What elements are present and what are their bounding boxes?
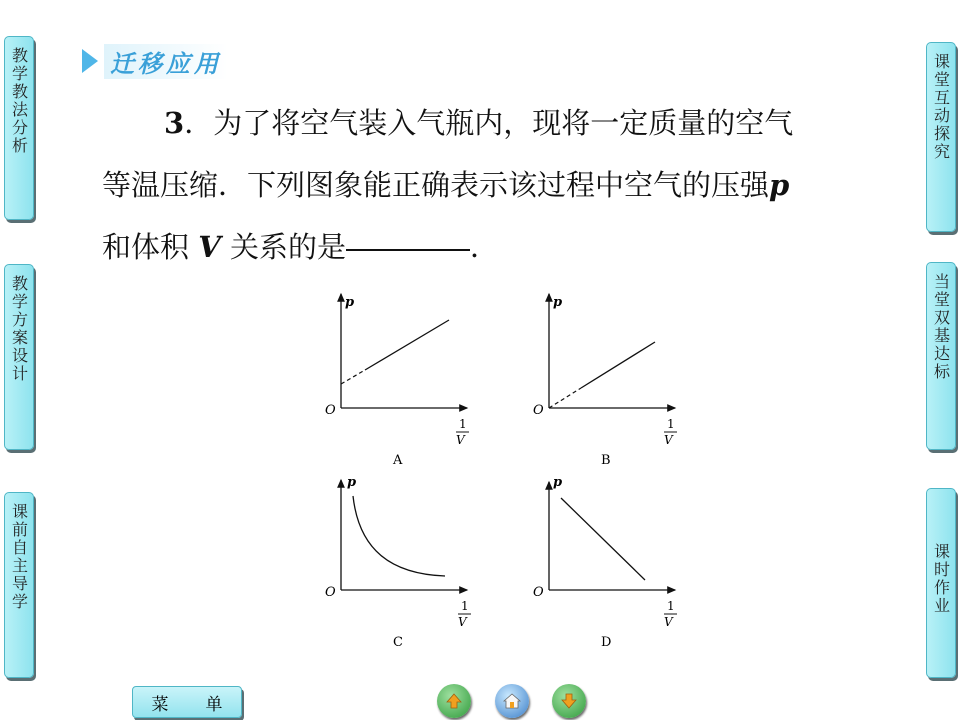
nav-tab-teaching-method-analysis[interactable]	[4, 36, 34, 220]
nav-tab-homework[interactable]	[926, 488, 956, 678]
previous-arrow-icon	[444, 691, 464, 711]
graph-b-y-label: p	[553, 295, 563, 310]
graph-b-caption: B	[601, 453, 611, 468]
menu-button[interactable]: 菜 单	[132, 686, 242, 718]
graph-d-x-den: V	[664, 615, 673, 629]
graph-c-x-den: V	[458, 615, 467, 629]
graph-b-origin: O	[533, 403, 544, 418]
question-number: 3	[164, 106, 185, 140]
section-title: 迁移应用	[104, 44, 228, 79]
graph-d-y-label: p	[553, 475, 563, 490]
nav-tab-label: 教学教法分析	[9, 47, 29, 155]
home-button[interactable]	[495, 684, 529, 718]
nav-tab-label: 当堂双基达标	[931, 273, 951, 381]
graph-b-x-num: 1	[667, 417, 675, 431]
graph-c-y-label: p	[347, 475, 357, 490]
graph-a-y-label: p	[345, 295, 355, 310]
graph-d	[533, 475, 677, 650]
graph-a-x-den: V	[456, 433, 465, 447]
graph-d-line	[561, 498, 645, 580]
graph-c	[325, 475, 471, 650]
graph-c-caption: C	[393, 635, 403, 650]
graph-a-caption: A	[393, 453, 403, 468]
graph-d-origin: O	[533, 585, 544, 600]
nav-tab-label: 课时作业	[931, 543, 951, 615]
variable-p: p	[769, 168, 790, 202]
nav-tab-teaching-plan-design[interactable]	[4, 264, 34, 450]
graph-b-x-den: V	[664, 433, 673, 447]
triangle-marker-icon	[82, 49, 98, 73]
graph-d-caption: D	[601, 635, 612, 650]
graph-b-dashed-extension	[549, 388, 581, 408]
graph-c-x-num: 1	[461, 599, 469, 613]
nav-tab-label: 课堂互动探究	[931, 53, 951, 161]
graph-c-origin: O	[325, 585, 336, 600]
next-button[interactable]	[552, 684, 586, 718]
graph-d-x-num: 1	[667, 599, 675, 613]
question-line-3: 和体积 V 关系的是 ．	[102, 230, 499, 264]
nav-tab-label: 课前自主导学	[9, 503, 29, 611]
graph-a-origin: O	[325, 403, 336, 418]
graph-a	[325, 294, 469, 468]
graph-c-curve	[353, 496, 445, 576]
nav-tab-in-class-basics[interactable]	[926, 262, 956, 450]
graph-a-dashed-extension	[341, 370, 365, 384]
nav-tab-label: 教学方案设计	[9, 275, 29, 383]
home-icon	[501, 690, 523, 712]
variable-v: V	[198, 230, 221, 264]
section-header	[82, 44, 228, 78]
question-line-2: 等温压缩．下列图象能正确表示该过程中空气的压强p	[102, 168, 790, 202]
nav-tab-classroom-interaction[interactable]	[926, 42, 956, 232]
previous-button[interactable]	[437, 684, 471, 718]
graph-a-x-num: 1	[459, 417, 467, 431]
next-arrow-icon	[559, 691, 579, 711]
graph-b	[533, 294, 677, 468]
question-text	[102, 92, 862, 278]
nav-tab-pre-class-self-study[interactable]	[4, 492, 34, 678]
graph-b-line	[581, 342, 655, 388]
question-line-1: 3．为了将空气装入气瓶内，现将一定质量的空气	[164, 106, 794, 140]
answer-blank	[346, 248, 470, 251]
graph-a-line	[365, 320, 449, 370]
